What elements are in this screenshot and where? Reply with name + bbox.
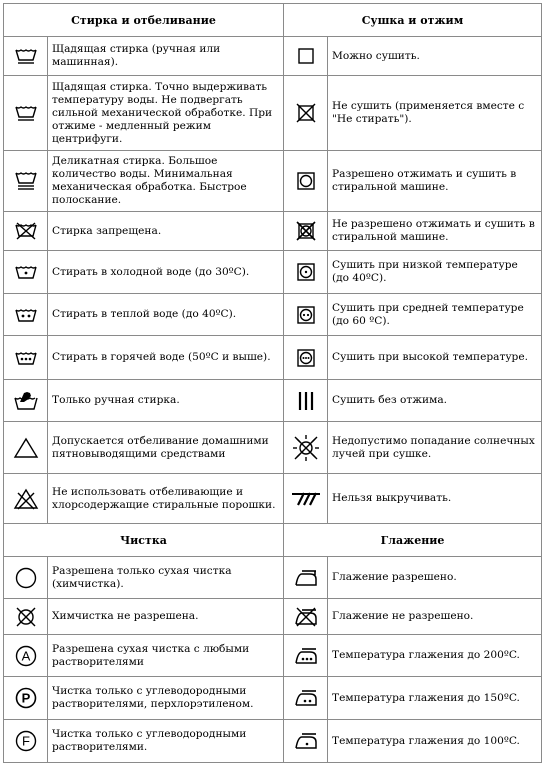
iron-high-icon	[284, 635, 328, 677]
washing-text: Не использовать отбеливающие и хлорсодержащие стиральные порошки.	[48, 474, 284, 524]
dry-clean-p-icon	[4, 677, 48, 720]
dry-square-icon	[284, 37, 328, 76]
washing-text: Стирать в горячей воде (50ºC и выше).	[48, 336, 284, 380]
drying-text: Не разрешено отжимать и сушить в стиральной машине.	[328, 212, 542, 251]
ironing-text: Температура глажения до 200ºC.	[328, 635, 542, 677]
tumble-dry-high-icon	[284, 336, 328, 380]
cleaning-text: Чистка только с углеводородными растворителями, перхлорэтиленом.	[48, 677, 284, 720]
drip-dry-icon	[284, 380, 328, 422]
header-drying: Сушка и отжим	[284, 4, 542, 37]
no-dry-clean-icon	[4, 599, 48, 635]
wash-tub-underline-icon	[4, 37, 48, 76]
no-dry-icon	[284, 76, 328, 151]
drying-text: Нельзя выкручивать.	[328, 474, 542, 524]
hand-wash-icon	[4, 380, 48, 422]
washing-text: Деликатная стирка. Большое количество воды. Минимальная механическая обработка. Быстрое полоскание.	[48, 151, 284, 212]
drying-text: Разрешено отжимать и сушить в стиральной машине.	[328, 151, 542, 212]
care-symbols-table	[3, 3, 542, 763]
washing-text: Стирка запрещена.	[48, 212, 284, 251]
no-wring-icon	[284, 474, 328, 524]
washing-text: Щадящая стирка (ручная или машинная).	[48, 37, 284, 76]
drying-text: Сушить при средней температуре (до 60 ºC).	[328, 294, 542, 336]
cleaning-text: Химчистка не разрешена.	[48, 599, 284, 635]
washing-text: Стирать в холодной воде (до 30ºC).	[48, 251, 284, 294]
dry-clean-letter: A	[21, 648, 30, 663]
no-iron-icon	[284, 599, 328, 635]
tumble-dry-icon	[284, 151, 328, 212]
washing-text: Щадящая стирка. Точно выдерживать температуру воды. Не подвергать сильной механической обработке. При отжиме - медленный режим центрифуги.	[48, 76, 284, 151]
tumble-dry-low-icon	[284, 251, 328, 294]
dry-clean-a-icon	[4, 635, 48, 677]
no-wash-icon	[4, 212, 48, 251]
header-cleaning: Чистка	[4, 524, 284, 557]
wash-hot-icon	[4, 336, 48, 380]
dry-clean-f-icon	[4, 720, 48, 763]
wash-tub-double-underline-icon	[4, 151, 48, 212]
wash-warm-icon	[4, 294, 48, 336]
cleaning-text: Разрешена сухая чистка с любыми растворителями	[48, 635, 284, 677]
dry-clean-circle-icon	[4, 557, 48, 599]
drying-text: Сушить при низкой температуре (до 40ºC).	[328, 251, 542, 294]
drying-text: Недопустимо попадание солнечных лучей при сушке.	[328, 422, 542, 474]
washing-text: Допускается отбеливание домашними пятновыводящими средствами	[48, 422, 284, 474]
ironing-text: Температура глажения до 150ºC.	[328, 677, 542, 720]
washing-text: Только ручная стирка.	[48, 380, 284, 422]
iron-icon	[284, 557, 328, 599]
drying-text: Не сушить (применяется вместе с "Не стирать").	[328, 76, 542, 151]
drying-text: Сушить без отжима.	[328, 380, 542, 422]
header-washing: Стирка и отбеливание	[4, 4, 284, 37]
washing-text: Стирать в теплой воде (до 40ºC).	[48, 294, 284, 336]
dry-clean-letter: F	[21, 733, 30, 749]
no-tumble-dry-icon	[284, 212, 328, 251]
ironing-text: Глажение не разрешено.	[328, 599, 542, 635]
ironing-text: Температура глажения до 100ºC.	[328, 720, 542, 763]
bleach-triangle-icon	[4, 422, 48, 474]
drying-text: Сушить при высокой температуре.	[328, 336, 542, 380]
ironing-text: Глажение разрешено.	[328, 557, 542, 599]
tumble-dry-medium-icon	[284, 294, 328, 336]
wash-cold-icon	[4, 251, 48, 294]
cleaning-text: Чистка только с углеводородными растворителями.	[48, 720, 284, 763]
no-bleach-icon	[4, 474, 48, 524]
no-sun-dry-icon	[284, 422, 328, 474]
drying-text: Можно сушить.	[328, 37, 542, 76]
iron-low-icon	[284, 720, 328, 763]
header-ironing: Глажение	[284, 524, 542, 557]
dry-clean-letter: P	[21, 690, 30, 706]
cleaning-text: Разрешена только сухая чистка (химчистка).	[48, 557, 284, 599]
iron-medium-icon	[284, 677, 328, 720]
wash-tub-underline-icon	[4, 76, 48, 151]
